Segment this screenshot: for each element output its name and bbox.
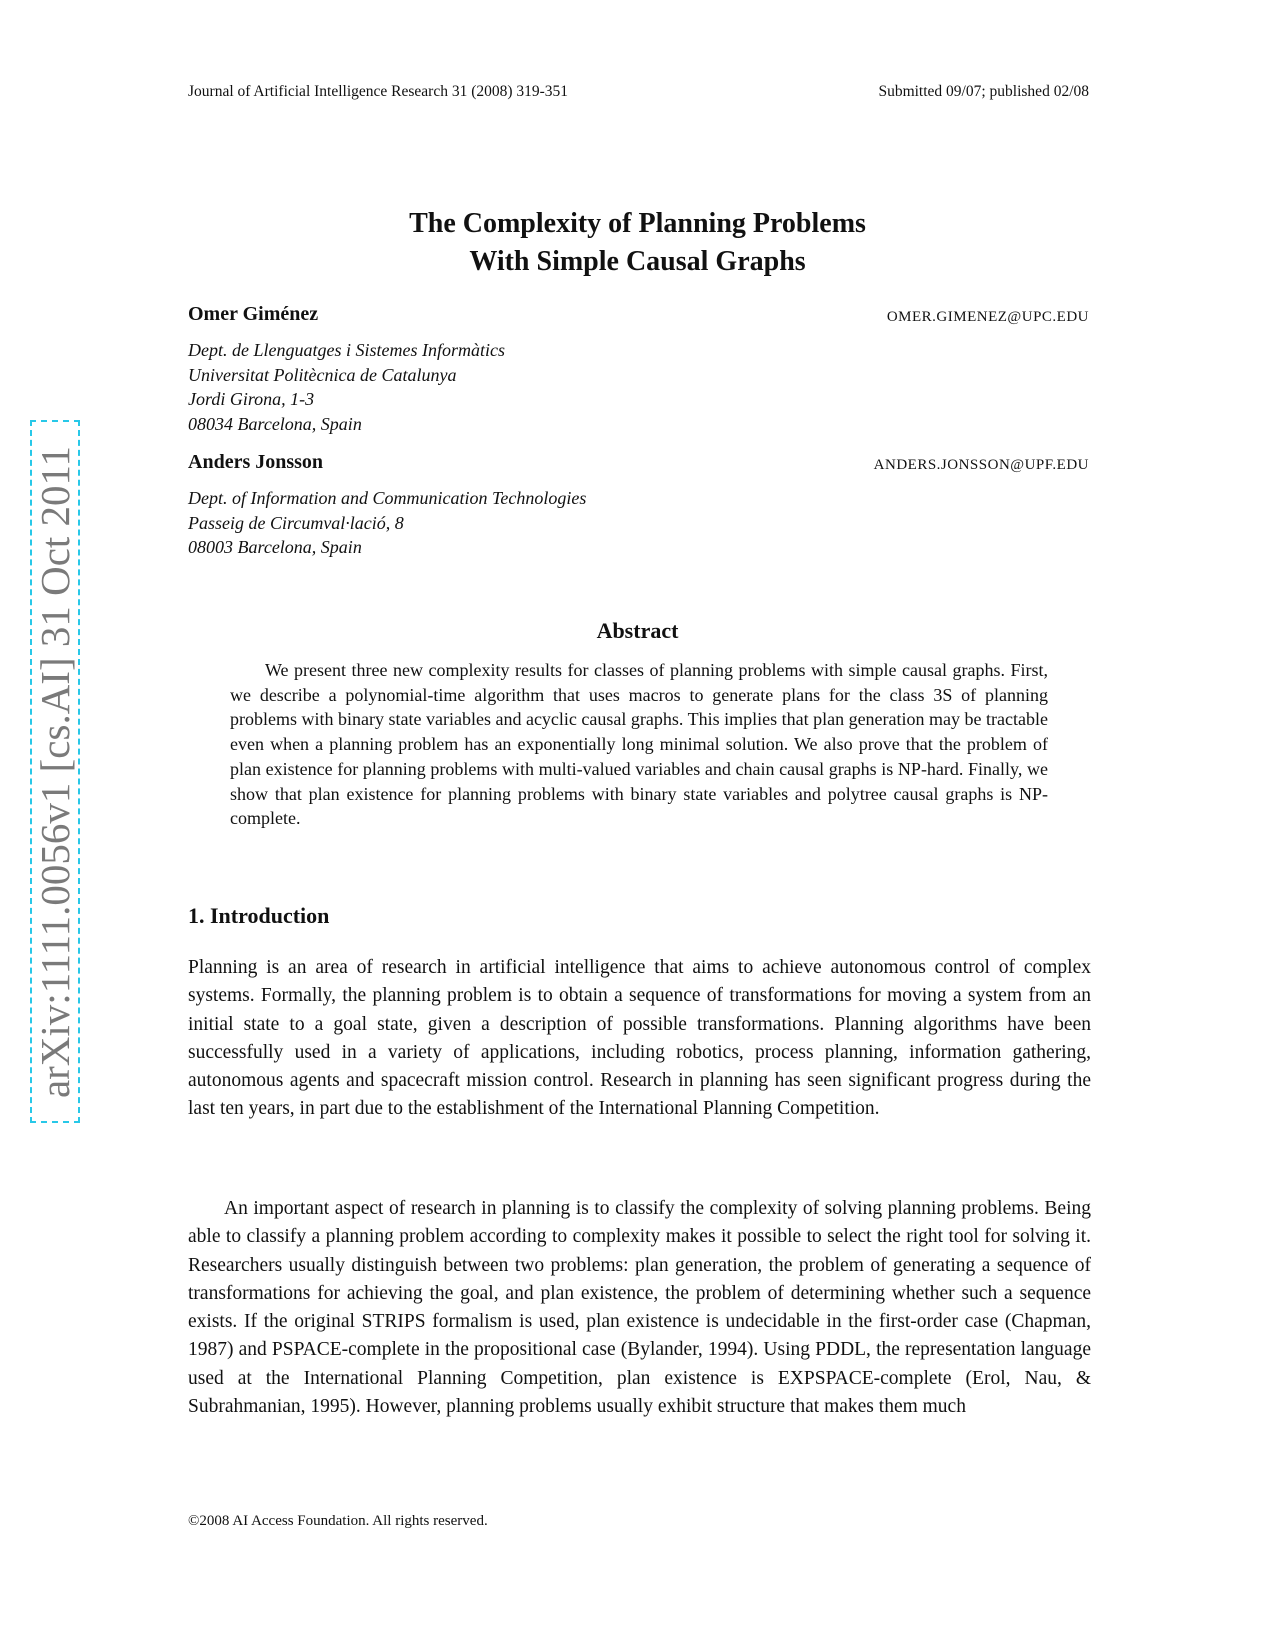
journal-header: Journal of Artificial Intelligence Research 31 (2008) 319-351 — [188, 83, 569, 100]
affiliation-line: 08034 Barcelona, Spain — [188, 413, 362, 434]
author-affiliation-2 — [188, 486, 586, 560]
copyright-footer: ©2008 AI Access Foundation. All rights reserved. — [188, 1513, 488, 1529]
author-affiliation-1 — [188, 338, 505, 436]
affiliation-line: Dept. of Information and Communication Technologies — [188, 488, 587, 508]
body-paragraph: An important aspect of research in planning is to classify the complexity of solving planning problems. Being able to classify a planning problem according to complexity makes it possible to select the right tool for solving it. Researchers usually distinguish between two problems: plan generation, the problem of generating a sequence of transformations for achieving the goal, and plan existence, the problem of determining whether such a sequence exists. If the original STRIPS formalism is used, plan existence is undecidable in the first-order case (Chapman, 1987) and PSPACE-complete in the propositional case (Bylander, 1994). Using PDDL, the representation language used at the International Planning Competition, plan existence is EXPSPACE-complete (Erol, Nau, & Subrahmanian, 1995). However, planning problems usually exhibit structure that makes them much — [188, 1198, 1091, 1418]
arxiv-identifier[interactable]: arXiv:1111.0056v1 [cs.AI] 31 Oct 2011 — [32, 445, 78, 1098]
author-email-2[interactable]: ANDERS.JONSSON@UPF.EDU — [873, 457, 1089, 473]
submission-dates: Submitted 09/07; published 02/08 — [878, 83, 1089, 100]
affiliation-line: 08003 Barcelona, Spain — [188, 537, 362, 557]
title-line-2: With Simple Causal Graphs — [469, 246, 806, 277]
abstract-text: We present three new complexity results for classes of planning problems with simple causal graphs. First, we describe a polynomial-time algorithm that uses macros to generate plans for the class 3S of planning problems with binary state variables and acyclic causal graphs. This implies that plan generation may be tractable even when a planning problem has an exponentially long minimal solution. We also prove that the problem of plan existence for planning problems with multi-valued variables and chain causal graphs is NP-hard. Finally, we show that plan existence for planning problems with binary state variables and polytree causal graphs is NP-complete. — [230, 660, 1048, 829]
author-name-2: Anders Jonsson — [188, 451, 324, 473]
author-name-1: Omer Giménez — [188, 303, 319, 325]
body-paragraph: Planning is an area of research in artificial intelligence that aims to achieve autonomous control of complex systems. Formally, the planning problem is to obtain a sequence of transformations for moving a system from an initial state to a goal state, given a description of possible transformations. Planning algorithms have been successfully used in a variety of applications, including robotics, process planning, information gathering, autonomous agents and spacecraft mission control. Research in planning has seen significant progress during the last ten years, in part due to the establishment of the International Planning Competition. — [188, 957, 1091, 1120]
paper-title — [0, 205, 1275, 281]
affiliation-line: Passeig de Circumval·lació, 8 — [188, 512, 404, 533]
arxiv-stamp — [30, 420, 80, 1123]
affiliation-line: Universitat Politècnica de Catalunya — [188, 364, 457, 385]
section-heading-introduction: 1. Introduction — [188, 903, 330, 928]
affiliation-line: Dept. de Llenguatges i Sistemes Informàtics — [188, 340, 505, 360]
title-line-1: The Complexity of Planning Problems — [409, 208, 866, 239]
abstract-heading: Abstract — [596, 618, 679, 643]
affiliation-line: Jordi Girona, 1-3 — [188, 389, 315, 409]
author-email-1[interactable]: OMER.GIMENEZ@UPC.EDU — [886, 309, 1089, 325]
